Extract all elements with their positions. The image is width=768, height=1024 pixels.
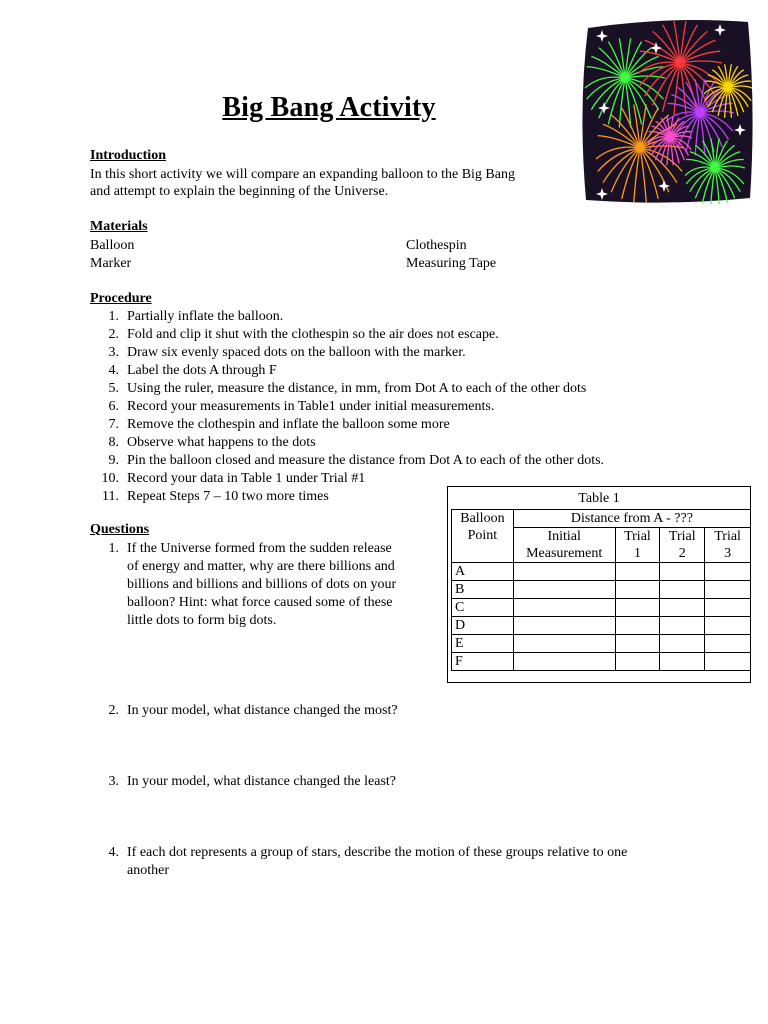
material-measuring-tape: Measuring Tape — [406, 256, 497, 271]
cell-trial-1[interactable] — [615, 635, 660, 653]
table-row: B — [452, 581, 751, 599]
procedure-step: 3. Draw six evenly spaced dots on the balloon with the marker. — [108, 345, 466, 360]
procedure-step: 7. Remove the clothespin and inflate the balloon some more — [108, 417, 450, 432]
table-row: E — [452, 635, 751, 653]
procedure-step: 11. Repeat Steps 7 – 10 two more times — [102, 489, 329, 504]
cell-trial-3[interactable] — [705, 653, 751, 671]
cell-initial[interactable] — [513, 653, 615, 671]
procedure-step: 4. Label the dots A through F — [108, 363, 277, 378]
cell-trial-3[interactable] — [705, 563, 751, 581]
page-title: Big Bang Activity — [222, 92, 436, 123]
question-3: 3. In your model, what distance changed the least? — [108, 774, 397, 789]
introduction-line-2: and attempt to explain the beginning of the Universe. — [90, 184, 389, 199]
distance-header: Distance from A - ??? — [513, 510, 750, 528]
cell-trial-3[interactable] — [705, 581, 751, 599]
trial-1-header: Trial 1 — [615, 528, 660, 563]
trial-2-header: Trial 2 — [660, 528, 705, 563]
table-row: A — [452, 563, 751, 581]
cell-initial[interactable] — [513, 599, 615, 617]
cell-trial-1[interactable] — [615, 653, 660, 671]
cell-trial-1[interactable] — [615, 599, 660, 617]
table-row: C — [452, 599, 751, 617]
cell-trial-2[interactable] — [660, 617, 705, 635]
cell-initial[interactable] — [513, 563, 615, 581]
cell-trial-1[interactable] — [615, 617, 660, 635]
procedure-list — [91, 308, 604, 506]
cell-trial-1[interactable] — [615, 581, 660, 599]
cell-initial[interactable] — [513, 635, 615, 653]
question-1: 1. If the Universe formed from the sudden release of energy and matter, why are there billions and billions and billions and billions of dots on your balloon? Hint: what force caused some of these little dots to form big dots. — [108, 541, 397, 628]
material-clothespin: Clothespin — [406, 238, 467, 253]
procedure-step: 6. Record your measurements in Table1 under initial measurements. — [108, 399, 495, 414]
initial-measurement-header: Initial Measurement — [513, 528, 615, 563]
procedure-step: 9. Pin the balloon closed and measure the distance from Dot A to each of the other dots. — [108, 453, 605, 468]
cell-trial-2[interactable] — [660, 563, 705, 581]
material-balloon: Balloon — [90, 238, 135, 253]
question-4: 4. If each dot represents a group of stars, describe the motion of these groups relative to one another — [108, 845, 628, 878]
materials-heading: Materials — [90, 219, 148, 234]
table-row: D — [452, 617, 751, 635]
cell-trial-3[interactable] — [705, 599, 751, 617]
trial-3-header: Trial 3 — [705, 528, 751, 563]
cell-trial-3[interactable] — [705, 617, 751, 635]
procedure-heading: Procedure — [90, 291, 152, 306]
table-row: F — [452, 653, 751, 671]
procedure-step: 1. Partially inflate the balloon. — [108, 309, 284, 324]
cell-trial-1[interactable] — [615, 563, 660, 581]
cell-trial-2[interactable] — [660, 581, 705, 599]
procedure-step: 10. Record your data in Table 1 under Trial #1 — [101, 471, 366, 486]
procedure-step: 2. Fold and clip it shut with the clothespin so the air does not escape. — [108, 327, 499, 342]
introduction-line-1: In this short activity we will compare an expanding balloon to the Big Bang — [90, 167, 515, 182]
question-2: 2. In your model, what distance changed the most? — [108, 703, 398, 718]
cell-trial-2[interactable] — [660, 635, 705, 653]
data-table — [451, 509, 751, 671]
cell-trial-2[interactable] — [660, 599, 705, 617]
table-caption: Table 1 — [578, 491, 620, 506]
cell-initial[interactable] — [513, 581, 615, 599]
questions-heading: Questions — [90, 522, 150, 537]
introduction-heading: Introduction — [90, 148, 166, 163]
cell-trial-3[interactable] — [705, 635, 751, 653]
material-marker: Marker — [90, 256, 132, 271]
cell-trial-2[interactable] — [660, 653, 705, 671]
procedure-step: 8. Observe what happens to the dots — [108, 435, 316, 450]
cell-initial[interactable] — [513, 617, 615, 635]
balloon-point-header: Balloon Point — [452, 510, 514, 563]
procedure-step: 5. Using the ruler, measure the distance, in mm, from Dot A to each of the other dots — [108, 381, 587, 396]
fireworks-image — [580, 18, 756, 204]
